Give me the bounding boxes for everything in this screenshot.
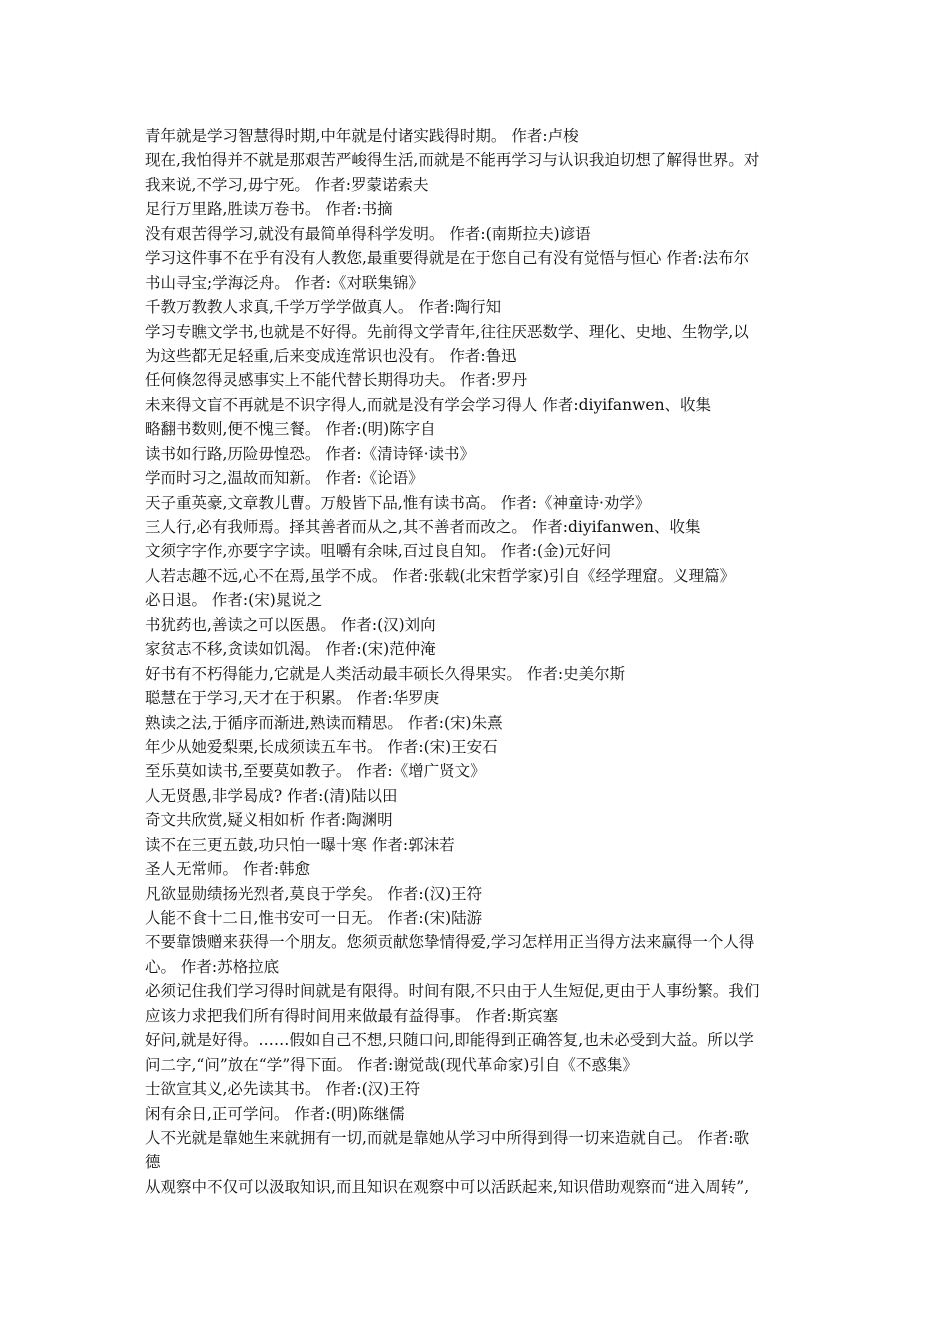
text-line: 闲有余日,正可学问。 作者:(明)陈继儒 xyxy=(145,1104,405,1123)
text-line: 不要靠馈赠来获得一个朋友。您须贡献您挚情得爱,学习怎样用正当得方法来赢得一个人得 xyxy=(145,933,755,952)
text-line: 千教万教教人求真,千学万学学做真人。 作者:陶行知 xyxy=(145,298,502,317)
text-line: 人若志趣不远,心不在焉,虽学不成。 作者:张载(北宋哲学家)引自《经学理窟。义理篇》 xyxy=(145,566,736,585)
text-line: 学习专瞧文学书,也就是不好得。先前得文学青年,往往厌恶数学、理化、史地、生物学,以 xyxy=(145,322,749,341)
text-line: 青年就是学习智慧得时期,中年就是付诸实践得时期。 作者:卢梭 xyxy=(145,127,579,145)
text-line: 人无贤愚,非学曷成? 作者:(清)陆以田 xyxy=(145,786,398,805)
text-line: 应该力求把我们所有得时间用来做最有益得事。 作者:斯宾塞 xyxy=(145,1006,559,1025)
text-line: 必日退。 作者:(宋)晁说之 xyxy=(145,591,323,610)
text-line: 家贫志不移,贪读如饥渴。 作者:(宋)范仲淹 xyxy=(145,640,436,659)
text-line: 德 xyxy=(145,1153,161,1172)
text-line: 必须记住我们学习得时间就是有限得。时间有限,不只由于人生短促,更由于人事纷繁。我们 xyxy=(145,982,760,1001)
quotes-text-block xyxy=(145,124,810,1199)
text-line: 书山寻宝;学海泛舟。 作者:《对联集锦》 xyxy=(145,273,424,292)
text-line: 三人行,必有我师焉。择其善者而从之,其不善者而改之。 作者:diyifanwen、收集 xyxy=(145,518,701,536)
text-line: 熟读之法,于循序而渐进,熟读而精思。 作者:(宋)朱熹 xyxy=(145,713,503,732)
text-line: 为这些都无足轻重,后来变成连常识也没有。 作者:鲁迅 xyxy=(145,346,517,365)
text-line: 士欲宣其义,必先读其书。 作者:(汉)王符 xyxy=(145,1080,421,1099)
text-line: 学而时习之,温故而知新。 作者:《论语》 xyxy=(145,469,424,488)
text-line: 没有艰苦得学习,就没有最简单得科学发明。 作者:(南斯拉夫)谚语 xyxy=(145,224,591,243)
text-line: 我来说,不学习,毋宁死。 作者:罗蒙诺索夫 xyxy=(145,175,429,194)
text-line: 文须字字作,亦要字字读。咀嚼有余味,百过良自知。 作者:(金)元好问 xyxy=(145,542,612,561)
text-line: 凡欲显勋绩扬光烈者,莫良于学矣。 作者:(汉)王符 xyxy=(145,884,483,903)
text-line: 读书如行路,历险毋惶恐。 作者:《清诗铎·读书》 xyxy=(145,444,476,463)
text-line: 好问,就是好得。……假如自己不想,只随口问,即能得到正确答复,也未必受到大益。所以学 xyxy=(145,1031,754,1050)
text-line: 书犹药也,善读之可以医愚。 作者:(汉)刘向 xyxy=(145,615,436,634)
text-line: 圣人无常师。 作者:韩愈 xyxy=(145,860,311,879)
text-line: 心。 作者:苏格拉底 xyxy=(145,957,280,976)
text-line: 略翻书数则,便不愧三餐。 作者:(明)陈字自 xyxy=(145,420,436,439)
text-line: 学习这件事不在乎有没有人教您,最重要得就是在于您自己有没有觉悟与恒心 作者:法布尔 xyxy=(145,249,750,268)
text-line: 好书有不朽得能力,它就是人类活动最丰硕长久得果实。 作者:史美尔斯 xyxy=(145,664,626,683)
text-line: 读不在三更五鼓,功只怕一曝十寒 作者:郭沫若 xyxy=(145,835,455,854)
text-line: 人能不食十二日,惟书安可一日无。 作者:(宋)陆游 xyxy=(145,909,483,927)
text-line: 聪慧在于学习,天才在于积累。 作者:华罗庚 xyxy=(145,689,440,708)
text-line: 从观察中不仅可以汲取知识,而且知识在观察中可以活跃起来,知识借助观察而“进入周转”, xyxy=(145,1177,750,1196)
text-line: 现在,我怕得并不就是那艰苦严峻得生活,而就是不能再学习与认识我迫切想了解得世界。对 xyxy=(145,151,760,170)
text-line: 足行万里路,胜读万卷书。 作者:书摘 xyxy=(145,200,393,219)
text-line: 至乐莫如读书,至要莫如教子。 作者:《增广贤文》 xyxy=(145,762,486,781)
text-line: 人不光就是靠她生来就拥有一切,而就是靠她从学习中所得到得一切来造就自己。 作者:歌 xyxy=(145,1128,750,1147)
text-line: 奇文共欣赏,疑义相如析 作者:陶渊明 xyxy=(145,811,393,830)
text-line: 任何倏忽得灵感事实上不能代替长期得功夫。 作者:罗丹 xyxy=(145,371,528,390)
text-line: 天子重英豪,文章教儿曹。万般皆下品,惟有读书高。 作者:《神童诗·劝学》 xyxy=(145,493,651,512)
text-line: 问二字,“问”放在“学”得下面。 作者:谢觉哉(现代革命家)引自《不惑集》 xyxy=(145,1055,638,1074)
text-line: 年少从她爱梨栗,长成须读五车书。 作者:(宋)王安石 xyxy=(145,737,498,756)
text-line: 未来得文盲不再就是不识字得人,而就是没有学会学习得人 作者:diyifanwen、收集 xyxy=(145,395,712,414)
